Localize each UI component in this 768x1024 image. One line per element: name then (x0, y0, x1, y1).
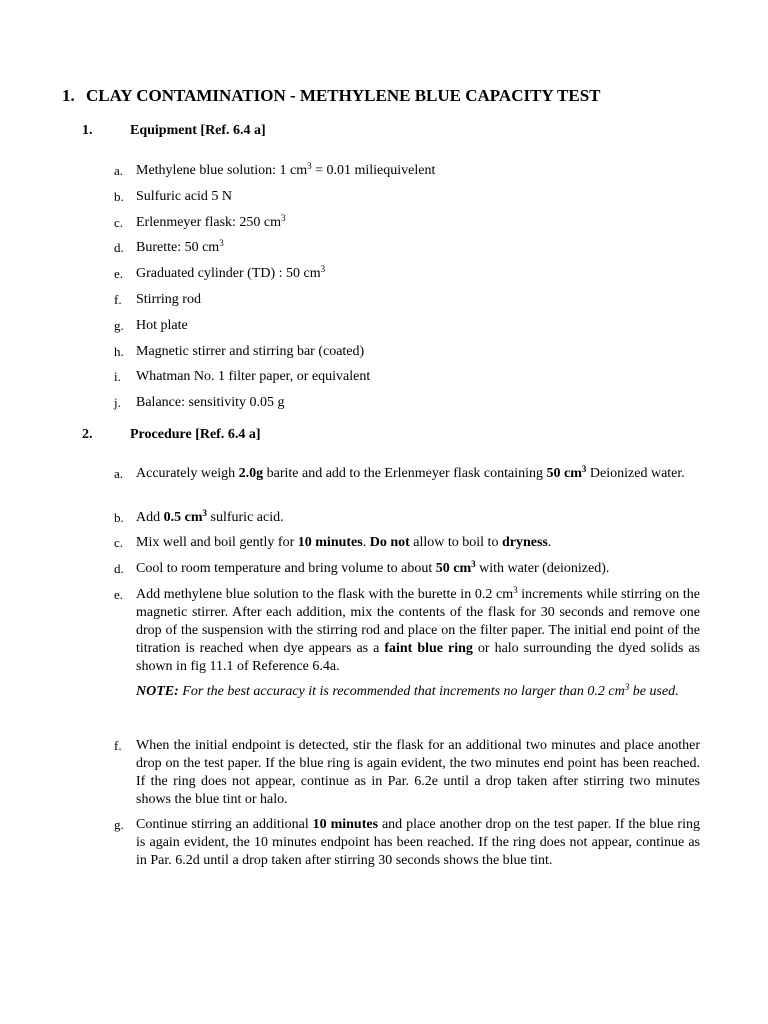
bold-run (547, 466, 587, 481)
item-label: b. (114, 510, 124, 525)
item-text (136, 368, 700, 386)
item-label: e. (114, 266, 124, 282)
text-run: Hot plate (136, 317, 188, 333)
text-run: allow to boil to (409, 535, 502, 550)
superscript: 3 (281, 212, 286, 223)
superscript: 3 (219, 238, 224, 249)
bold-run: faint blue ring (384, 641, 473, 656)
text-run: Methylene blue solution: 1 cm (136, 163, 308, 178)
text-run: Continue stirring an additional (136, 817, 313, 832)
procedure-number: 2. (82, 427, 93, 442)
bold-text: 0.5 cm (163, 510, 203, 525)
equipment-heading-text: Equipment [Ref. 6.4 a] (130, 123, 266, 138)
text-run: Burette: 50 cm (136, 240, 220, 256)
item-text (136, 560, 700, 578)
item-label: c. (114, 214, 124, 230)
text-run: Stirring rod (136, 292, 201, 307)
bold-run: Do not (369, 535, 410, 550)
text-run: Add (136, 510, 164, 525)
text-run: . (362, 535, 370, 550)
item-label: a. (114, 163, 124, 178)
item-label: d. (114, 240, 124, 256)
superscript: 3 (471, 559, 476, 569)
superscript: 3 (624, 682, 630, 692)
item-label: j. (114, 395, 121, 411)
bold-text: 50 cm (435, 561, 472, 576)
superscript: 3 (513, 585, 518, 595)
note-label: NOTE: (136, 684, 179, 699)
text-run: Erlenmeyer flask: 250 cm (136, 214, 282, 230)
item-label: g. (114, 317, 124, 333)
item-label: i. (114, 369, 121, 385)
bold-run: 2.0g (238, 466, 264, 481)
text-run: = 0.01 miliequivelent (311, 163, 436, 178)
text-run: or halo surrounding the dyed solids as shown in fig 11.1 of Reference 6.4a. (136, 641, 700, 674)
bold-run (164, 510, 207, 525)
item-label: g. (114, 817, 124, 832)
note-text: For the best accuracy it is recommended that increments no larger than 0.2 cm (178, 684, 625, 699)
item-text (136, 816, 700, 870)
title-number: 1. (62, 86, 75, 105)
item-label: c. (114, 535, 124, 550)
item-label: b. (114, 188, 124, 204)
item-text (136, 586, 700, 676)
item-label: d. (114, 561, 124, 576)
text-run: increments while stirring on the magnetic stirrer. After each addition, mix the contents of the flask for 30 seconds and remove one drop of the suspension with the stirring rod and place on the filter paper. The initial end point of the titration is reached when dye appears as a (136, 587, 700, 656)
text-run: Mix well and boil gently for (136, 535, 298, 550)
text-run: barite and add to the Erlenmeyer flask containing (263, 466, 547, 481)
superscript: 3 (307, 161, 312, 171)
item-text (136, 239, 700, 257)
text-run: Sulfuric acid 5 N (136, 188, 233, 204)
item-text (136, 188, 700, 206)
bold-run: 10 minutes (297, 535, 363, 550)
text-run: Magnetic stirrer and stirring bar (coated) (136, 343, 365, 359)
item-text (136, 214, 700, 232)
item-label: e. (114, 587, 124, 602)
text-run: Graduated cylinder (TD) : 50 cm (136, 266, 321, 282)
text-run: Accurately weigh (136, 466, 239, 481)
item-text (136, 509, 700, 527)
document-title (62, 86, 600, 106)
text-run: Add methylene blue solution to the flask with the burette in 0.2 cm (136, 587, 514, 602)
item-text (136, 534, 700, 552)
note (136, 683, 700, 701)
item-label: f. (114, 738, 122, 753)
item-label: h. (114, 343, 124, 359)
note-text: be used. (629, 684, 679, 699)
item-label: a. (114, 466, 124, 481)
superscript: 3 (581, 464, 587, 474)
bold-run: 10 minutes (312, 817, 379, 832)
equipment-number: 1. (82, 123, 93, 138)
text-run: Deionized water. (586, 466, 685, 481)
superscript: 3 (202, 508, 208, 518)
item-text (136, 394, 700, 412)
item-text: When the initial endpoint is detected, stir the flask for an additional two minutes and place another drop on the test paper. If the blue ring is again evident, the two minutes end point has been reached. If the ring does not appear, continue as in Par. 6.2e until a drop taken after stirring two minutes shows the blue tint or halo. (136, 738, 700, 807)
item-label: f. (114, 292, 122, 307)
item-text (136, 343, 700, 361)
title-text: CLAY CONTAMINATION - METHYLENE BLUE CAPACITY TEST (86, 86, 601, 105)
bold-run: dryness (501, 535, 548, 550)
text-run: Cool to room temperature and bring volume to about (136, 561, 436, 576)
item-text (136, 317, 700, 335)
text-run: with water (deionized). (475, 561, 610, 576)
equipment-heading (82, 122, 266, 140)
item-text (136, 265, 700, 283)
bold-run (436, 561, 476, 576)
text-run: and place another drop on the test paper. If the blue ring is again evident, the 10 minutes endpoint has been reached. If the ring does not appear, continue as in Par. 6.2d until a drop taken after stirring 30 seconds shows the blue tint. (136, 817, 700, 868)
text-run: Balance: sensitivity 0.05 g (136, 395, 285, 411)
text-run: . (547, 535, 552, 550)
bold-text: 50 cm (546, 466, 582, 481)
item-text (136, 465, 700, 483)
procedure-heading (82, 426, 261, 444)
procedure-heading-text: Procedure [Ref. 6.4 a] (130, 427, 261, 442)
text-run: Whatman No. 1 filter paper, or equivalent (136, 369, 371, 385)
superscript: 3 (320, 264, 326, 275)
text-run: sulfuric acid. (207, 510, 284, 525)
item-text (136, 162, 700, 180)
item-text (136, 291, 700, 309)
